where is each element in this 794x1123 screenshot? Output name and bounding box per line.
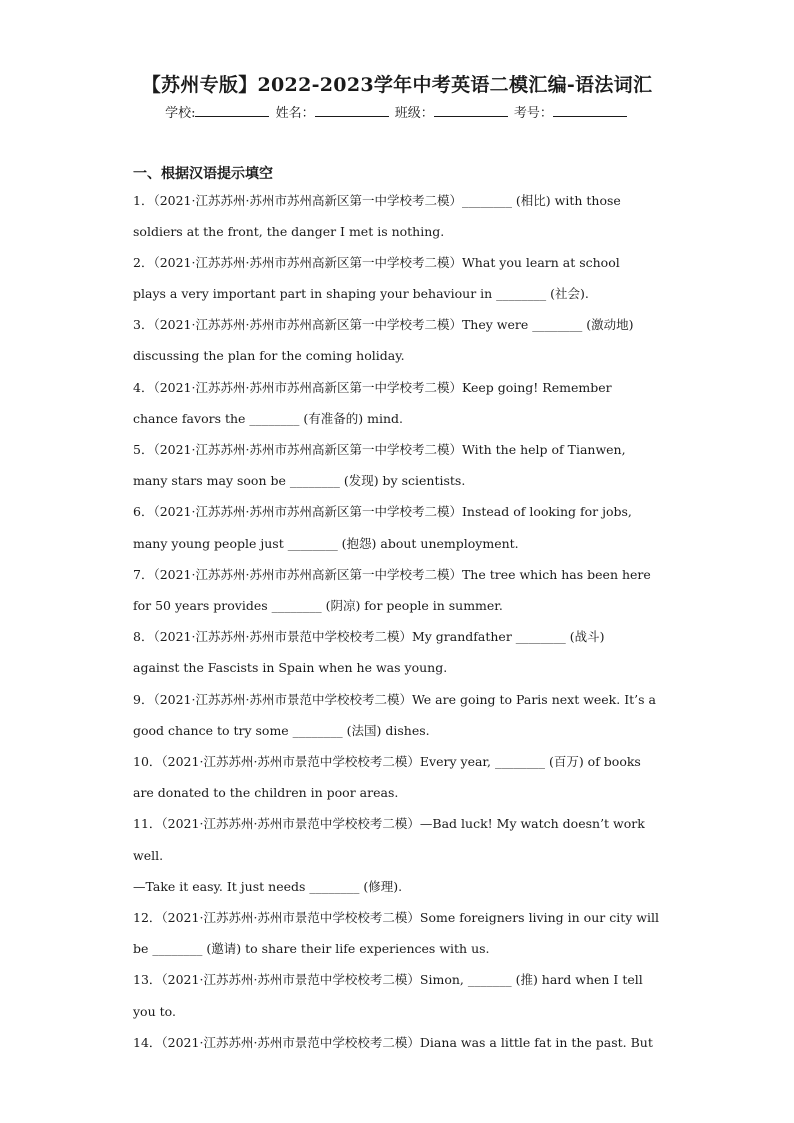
question-line: 3．（2021·江苏苏州·苏州市苏州高新区第一中学校考二模）They were ________ (激动地) xyxy=(133,317,634,332)
question-line: good chance to try some ________ (法国) dishes. xyxy=(133,723,430,738)
question-line: —Take it easy. It just needs ________ (修理). xyxy=(133,879,403,894)
class-blank[interactable] xyxy=(434,104,508,117)
question-line: 13．（2021·江苏苏州·苏州市景范中学校校考二模）Simon, _______ (推) hard when I tell xyxy=(133,972,643,987)
question-line: plays a very important part in shaping your behaviour in ________ (社会). xyxy=(133,286,589,301)
question-line: 11．（2021·江苏苏州·苏州市景范中学校校考二模）—Bad luck! My watch doesn’t work xyxy=(133,816,645,831)
student-info-line xyxy=(0,102,794,121)
class-label: 班级： xyxy=(394,106,434,121)
question-line: 9．（2021·江苏苏州·苏州市景范中学校校考二模）We are going to Paris next week. It’s a xyxy=(133,692,656,707)
question-line: 12．（2021·江苏苏州·苏州市景范中学校校考二模）Some foreigners living in our city will xyxy=(133,910,659,925)
question-line: chance favors the ________ (有准备的) mind. xyxy=(133,411,403,426)
question-line: for 50 years provides ________ (阴凉) for people in summer. xyxy=(133,598,503,613)
question-line: many young people just ________ (抱怨) about unemployment. xyxy=(133,536,519,551)
school-blank[interactable] xyxy=(195,104,269,117)
question-line: discussing the plan for the coming holiday. xyxy=(133,348,405,363)
question-line: soldiers at the front, the danger I met is nothing. xyxy=(133,224,445,239)
question-line: 1．（2021·江苏苏州·苏州市苏州高新区第一中学校考二模）________ (相比) with those xyxy=(133,193,621,208)
question-line: 4．（2021·江苏苏州·苏州市苏州高新区第一中学校考二模）Keep going! Remember xyxy=(133,380,612,395)
document-title: 【苏州专版】2022-2023学年中考英语二模汇编-语法词汇 xyxy=(141,74,653,96)
question-line: well. xyxy=(133,848,164,863)
question-line: 5．（2021·江苏苏州·苏州市苏州高新区第一中学校考二模）With the help of Tianwen, xyxy=(133,442,626,457)
section-title: 一、根据汉语提示填空 xyxy=(133,166,273,182)
exam-number-label: 考号： xyxy=(513,106,553,121)
name-blank[interactable] xyxy=(315,104,389,117)
name-label: 姓名： xyxy=(275,106,315,121)
question-line: 2．（2021·江苏苏州·苏州市苏州高新区第一中学校考二模）What you learn at school xyxy=(133,255,620,270)
question-line: are donated to the children in poor areas. xyxy=(133,785,399,800)
question-line: 10．（2021·江苏苏州·苏州市景范中学校校考二模）Every year, ________ (百万) of books xyxy=(133,754,641,769)
question-line: be ________ (邀请) to share their life experiences with us. xyxy=(133,941,490,956)
question-line: 6．（2021·江苏苏州·苏州市苏州高新区第一中学校考二模）Instead of looking for jobs, xyxy=(133,504,632,519)
exam-number-blank[interactable] xyxy=(553,104,627,117)
question-line: against the Fascists in Spain when he was young. xyxy=(133,660,448,675)
question-line: many stars may soon be ________ (发现) by scientists. xyxy=(133,473,466,488)
question-line: 7．（2021·江苏苏州·苏州市苏州高新区第一中学校考二模）The tree which has been here xyxy=(133,567,651,582)
question-line: 8．（2021·江苏苏州·苏州市景范中学校校考二模）My grandfather ________ (战斗) xyxy=(133,629,605,644)
school-label: 学校: xyxy=(165,106,196,121)
question-line: you to. xyxy=(133,1004,176,1019)
question-line: 14．（2021·江苏苏州·苏州市景范中学校校考二模）Diana was a little fat in the past. But xyxy=(133,1035,653,1050)
